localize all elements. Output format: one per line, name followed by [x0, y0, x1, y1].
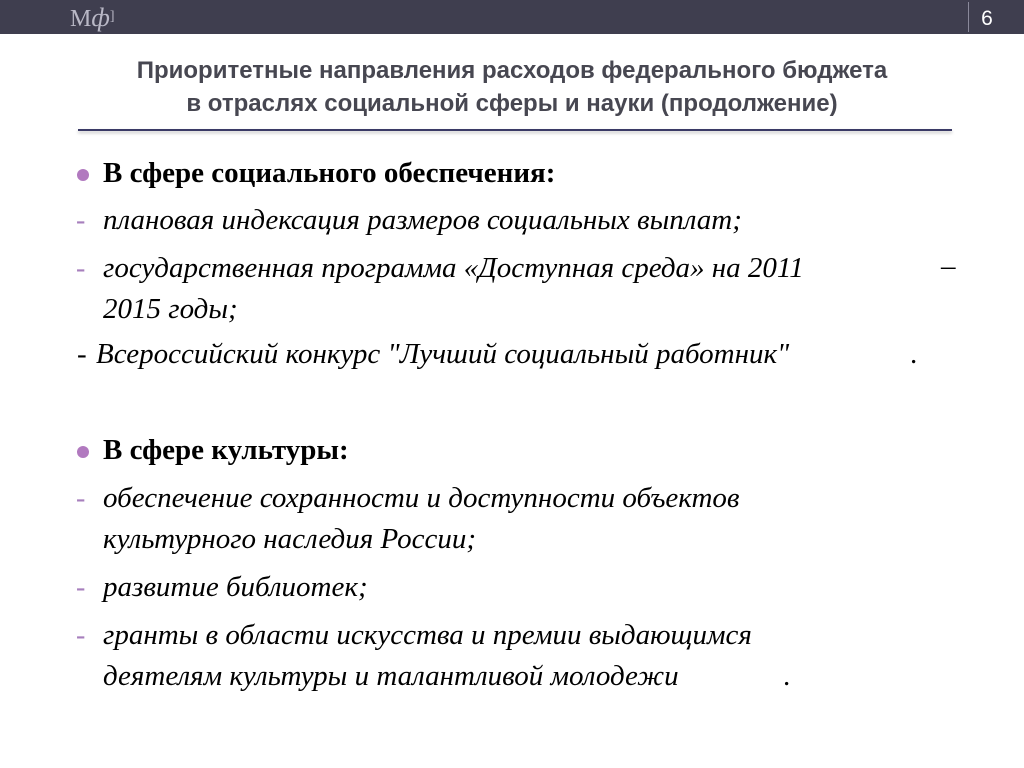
dash-icon: - — [76, 620, 86, 651]
culture-item-3-line-2: деятелям культуры и талантливой молодежи — [103, 660, 679, 692]
culture-item-1-line-2: культурного наследия России; — [103, 523, 477, 555]
social-extra-period: . — [910, 338, 918, 370]
slide-title-line-2: в отраслях социальной сферы и науки (продолжение) — [186, 90, 838, 117]
culture-item-1-line-1: обеспечение сохранности и доступности объектов — [103, 482, 740, 514]
social-item-2-line-1: государственная программа «Доступная среда» на 2011 — [103, 252, 804, 284]
logo-main: М — [70, 6, 92, 32]
social-extra-item: Всероссийский конкурс "Лучший социальный работник" — [96, 338, 790, 370]
culture-item-3-period: . — [783, 660, 791, 692]
dash-icon: - — [76, 205, 86, 236]
dash-icon: - — [76, 253, 86, 284]
logo-end: ] — [109, 9, 115, 24]
dash-icon: - — [76, 483, 86, 514]
slide-number: 6 — [981, 7, 993, 30]
social-item-1: плановая индексация размеров социальных выплат; — [103, 204, 742, 236]
dash-icon: - — [76, 572, 86, 603]
bullet-icon — [77, 169, 89, 181]
logo-mid: ф — [91, 3, 110, 32]
culture-item-2: развитие библиотек; — [103, 571, 368, 603]
culture-item-3-line-1: гранты в области искусства и премии выдающимся — [103, 619, 752, 651]
social-item-2-en-dash: – — [941, 250, 956, 282]
social-item-2-line-2: 2015 годы; — [103, 293, 238, 325]
bullet-icon — [77, 446, 89, 458]
social-heading: В сфере социального обеспечения: — [103, 157, 556, 189]
culture-heading: В сфере культуры: — [103, 434, 349, 466]
slide-title-line-1: Приоритетные направления расходов федерального бюджета — [136, 57, 888, 84]
social-extra-dash: - — [77, 338, 87, 370]
